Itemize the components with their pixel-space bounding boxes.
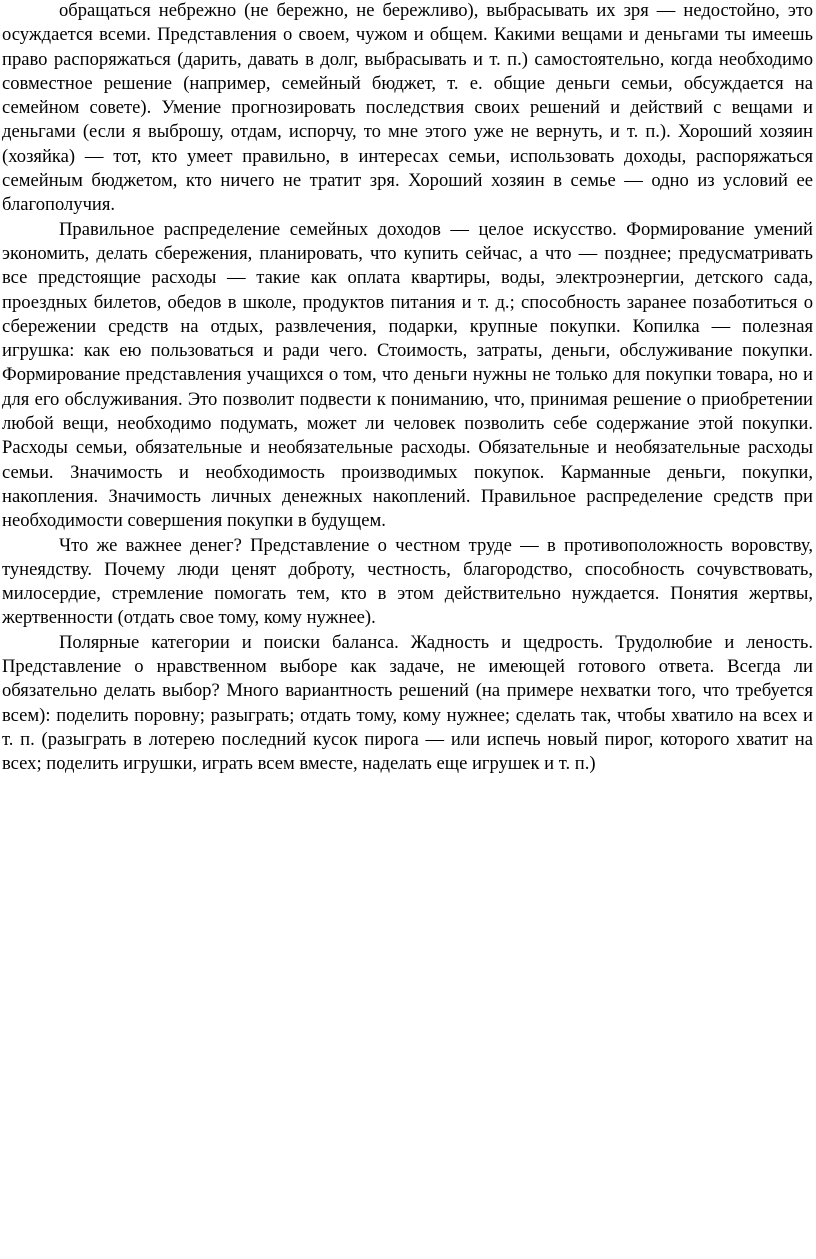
paragraph-4: Полярные категории и поиски баланса. Жадность и щедрость. Трудолюбие и леность. Представление о нравственном выборе как задаче, не имеющей готового ответа. Всегда ли обязательно делать выбор? Много вариантность решений (на примере нехватки того, что требуется всем): поделить поровну; разыграть; отдать тому, кому нужнее; сделать так, чтобы хватило на всех и т. п. (разыграть в лотерею последний кусок пирога — или испечь новый пирог, которого хватит на всех; поделить игрушки, играть всем вместе, наделать еще игрушек и т. п.) [2, 631, 813, 775]
paragraph-2: Правильное распределение семейных доходов — целое искусство. Формирование умений экономить, делать сбережения, планировать, что купить сейчас, а что — позднее; предусматривать все предстоящие расходы — такие как оплата квартиры, воды, электроэнергии, детского сада, проездных билетов, обедов в школе, продуктов питания и т. д.; способность заранее позаботиться о сбережении средств на отдых, развлечения, подарки, крупные покупки. Копилка — полезная игрушка: как ею пользоваться и ради чего. Стоимость, затраты, деньги, обслуживание покупки. Формирование представления учащихся о том, что деньги нужны не только для покупки товара, но и для его обслуживания. Это позволит подвести к пониманию, что, принимая решение о приобретении любой вещи, необходимо подумать, может ли человек позволить себе содержание этой покупки. Расходы семьи, обязательные и необязательные расходы. Обязательные и необязательные расходы семьи. Значимость и необходимость производимых покупок. Карманные деньги, покупки, накопления. Значимость личных денежных накоплений. Правильное распределение средств при необходимости совершения покупки в будущем. [2, 218, 813, 532]
paragraph-3: Что же важнее денег? Представление о честном труде — в противоположность воровству, тунеядству. Почему люди ценят доброту, честность, благородство, способность сочувствовать, милосердие, стремление помогать тем, кто в этом действительно нуждается. Понятия жертвы, жертвенности (отдать свое тому, кому нужнее). [2, 534, 813, 629]
paragraph-1: обращаться небрежно (не бережно, не бережливо), выбрасывать их зря — недостойно, это осуждается всеми. Представления о своем, чужом и общем. Какими вещами и деньгами ты имеешь право распоряжаться (дарить, давать в долг, выбрасывать и т. п.) самостоятельно, когда необходимо совместное решение (например, семейный бюджет, т. е. общие деньги семьи, обсуждается на семейном совете). Умение прогнозировать последствия своих решений и действий с вещами и деньгами (если я выброшу, отдам, испорчу, то мне этого уже не вернуть, и т. п.). Хороший хозяин (хозяйка) — тот, кто умеет правильно, в интересах семьи, использовать доходы, распоряжаться семейным бюджетом, кто ничего не тратит зря. Хороший хозяин в семье — одно из условий ее благополучия. [2, 0, 813, 216]
